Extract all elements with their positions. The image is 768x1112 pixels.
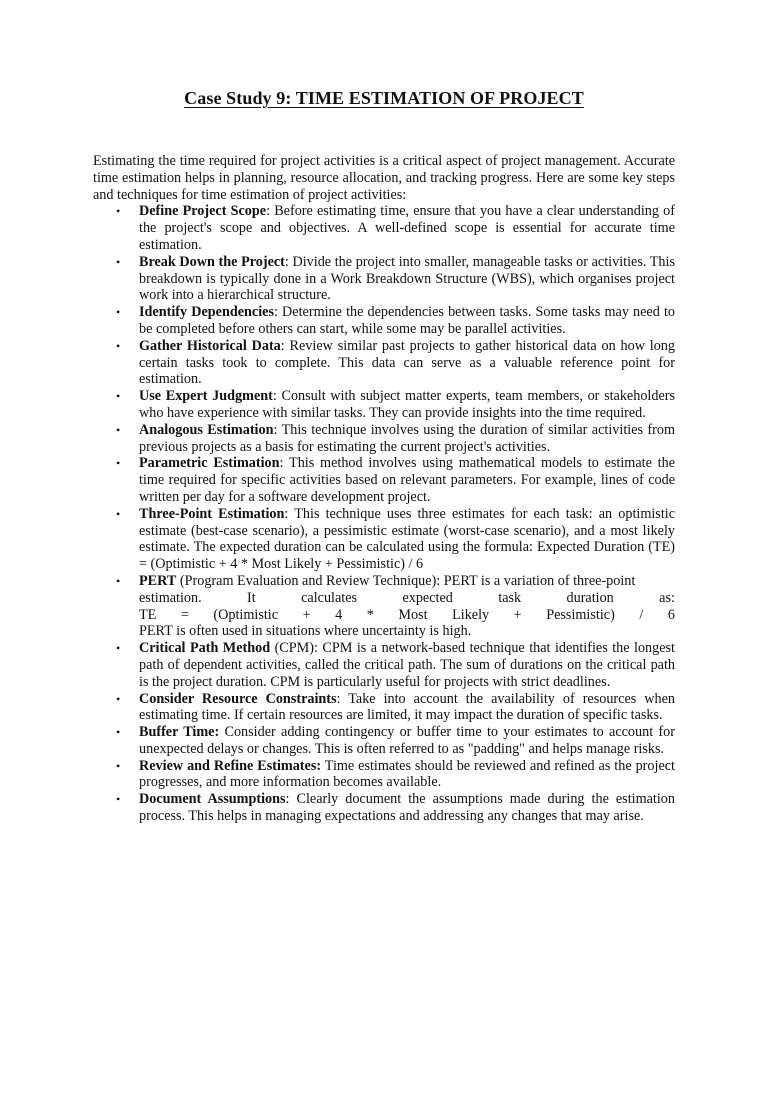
bullet-icon: • [116,506,121,521]
list-item [116,572,675,640]
item-term: Gather Historical Data [139,337,281,354]
bullet-icon: • [116,456,121,471]
bullet-icon: • [116,422,121,437]
list-item [116,203,675,253]
bullet-icon: • [116,725,121,740]
item-term: Use Expert Judgment [139,388,273,405]
list-item [116,640,676,690]
item-text: (Program Evaluation and Review Technique): PERT is a variation of three-point [176,572,636,589]
item-text: : This method involves using mathematical models to estimate the time required for specific activities based on relevant parameters. For example, lines of code written per day for a software development project. [139,455,676,505]
bullet-icon: • [116,389,121,404]
item-term: Three-Point Estimation [139,505,285,522]
intro-paragraph: Estimating the time required for project activities is a critical aspect of project management. Accurate time estimation helps in planning, resource allocation, and tracking progress. Here are some key steps and techniques for time estimation of project activities: [93,153,675,203]
bullet-icon: • [116,792,121,807]
item-text: : This technique involves using the duration of similar activities from previous projects as a basis for estimating the current project's activities. [139,421,675,455]
bullet-icon: • [116,641,121,656]
list-item [116,505,676,573]
bullet-icon: • [116,691,121,706]
bullet-icon: • [116,305,121,320]
list-item [116,253,675,304]
technique-list [93,203,675,824]
list-item [116,455,676,505]
bullet-icon: • [116,254,121,269]
item-text: : Take into account the availability of resources when estimating time. If certain resources are limited, it may impact the duration of specific tasks. [139,690,675,724]
item-term: PERT [139,572,177,589]
pert-note: PERT is often used in situations where uncertainty is high. [139,623,472,640]
item-text: : Before estimating time, ensure that you have a clear understanding of the project's scope and objectives. A well-defined scope is essential for accurate time estimation. [139,203,675,253]
item-text: Consider adding contingency or buffer time to your estimates to account for unexpected delays or changes. This is often referred to as "padding" and helps manage risks. [139,724,675,757]
page-title: Case Study 9: TIME ESTIMATION OF PROJECT [184,88,584,108]
item-text: Time estimates should be reviewed and refined as the project progresses, and more information becomes available. [139,757,675,791]
item-term: Identify Dependencies [139,304,274,321]
item-text: : Review similar past projects to gather historical data on how long certain tasks took to complete. This data can serve as a valuable reference point for estimation. [139,337,675,388]
item-term: Consider Resource Constraints [139,690,337,707]
bullet-icon: • [116,204,121,219]
item-text: : Determine the dependencies between tasks. Some tasks may need to be completed before others can start, while some may be parallel activities. [139,304,675,337]
document-page [0,88,768,1112]
bullet-icon: • [116,573,121,588]
item-term: Define Project Scope [139,203,267,220]
list-item [116,690,675,725]
item-text: : Divide the project into smaller, manageable tasks or activities. This breakdown is typically done in a Work Breakdown Structure (WBS), which organises project work into a hierarchical structure. [139,253,675,304]
item-term: Buffer Time: [139,724,220,741]
pert-formula: TE = (Optimistic + 4 * Most Likely + Pessimistic) / 6 [139,606,675,623]
bullet-icon: • [116,338,121,353]
item-term: Analogous Estimation [139,421,274,438]
item-term: Critical Path Method [139,640,271,657]
item-term: Review and Refine Estimates: [139,757,322,774]
item-term: Document Assumptions [139,791,286,808]
list-item [116,724,675,758]
item-text: : This technique uses three estimates for each task: an optimistic estimate (best-case scenario), a pessimistic estimate (worst-case scenario), and a most likely estimate. The expected duration can be calculated using the formula: Expected Duration (TE) = (Optimistic + 4 * Most Likely + Pessimistic) / 6 [139,505,676,573]
list-item [116,421,675,456]
list-item [116,337,675,388]
item-text: : Consult with subject matter experts, team members, or stakeholders who have experience with similar tasks. They can provide insights into the time required. [139,388,675,421]
item-text: : Clearly document the assumptions made during the estimation process. This helps in managing expectations and addressing any changes that may arise. [139,791,675,825]
item-term: Break Down the Project [139,253,285,270]
list-item [116,304,675,338]
list-item [116,757,675,792]
list-item [116,388,675,422]
item-text: (CPM): CPM is a network-based technique that identifies the longest path of dependent activities, called the critical path. The sum of durations on the critical path is the project duration. CPM is particularly useful for projects with strict deadlines. [139,640,676,690]
item-term: Parametric Estimation [139,455,280,472]
bullet-icon: • [116,758,121,773]
list-item [116,791,675,825]
pert-line-2: estimation. It calculates expected task duration as: [139,589,675,606]
